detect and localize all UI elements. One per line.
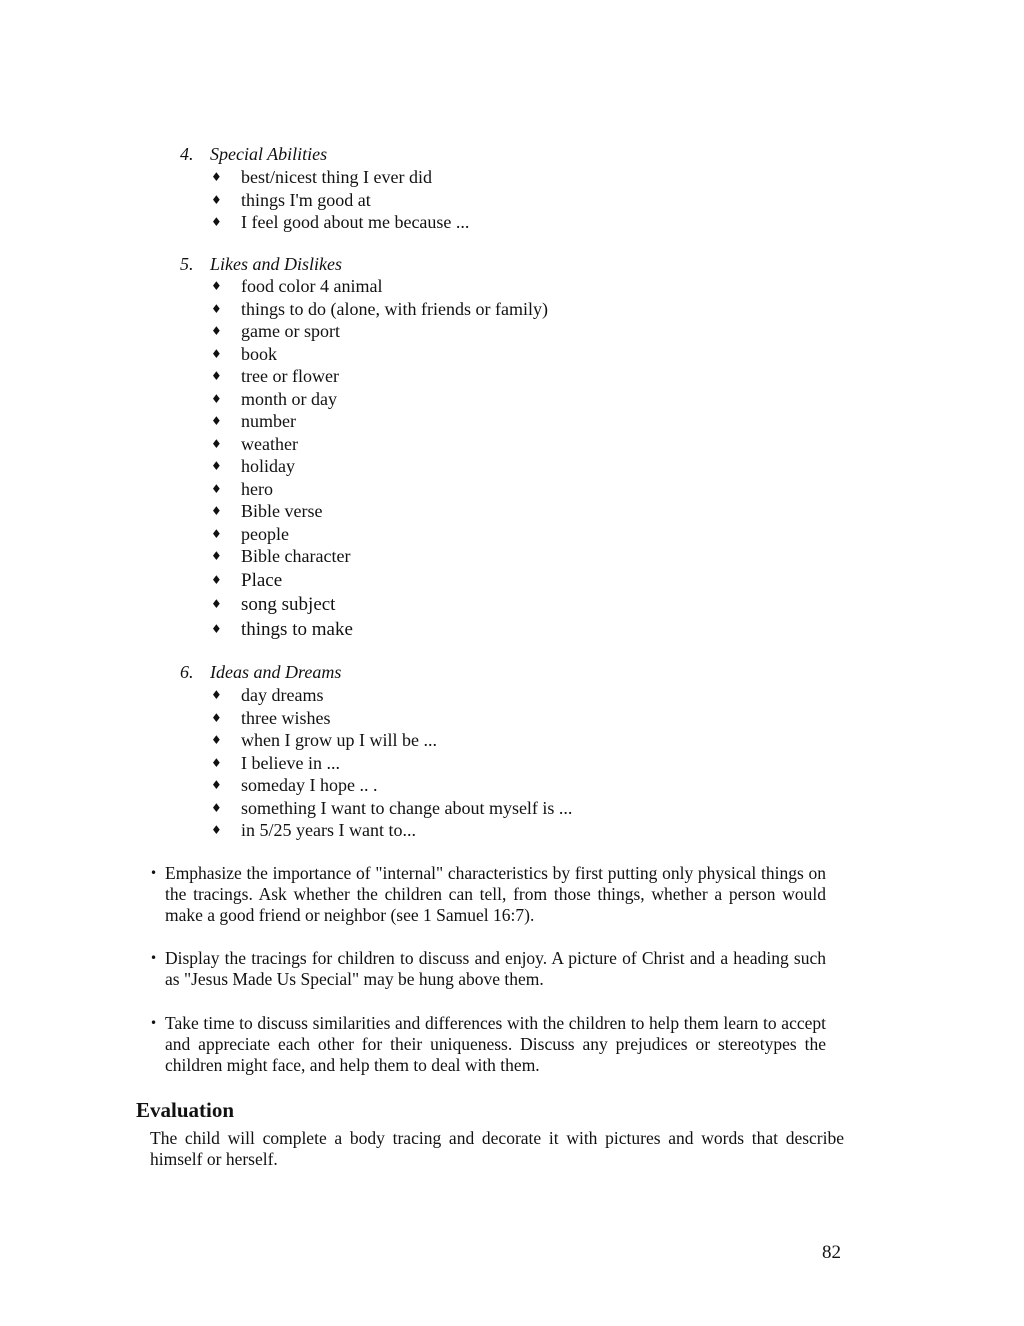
list-item: ♦ number [211,411,296,431]
section-title: Ideas and Dreams [210,662,342,682]
list-item: ♦ weather [211,433,298,454]
diamond-bullet-icon: ♦ [211,324,222,338]
section-heading-special-abilities [180,143,327,165]
diamond-bullet-icon: ♦ [211,733,222,747]
page-number: 82 [822,1242,841,1263]
diamond-bullet-icon: ♦ [211,346,222,361]
round-bullet-icon: • [150,1016,158,1030]
list-item: ♦ song subject [211,594,336,615]
diamond-bullet-icon: ♦ [211,597,222,611]
diamond-bullet-icon: ♦ [211,391,222,406]
diamond-bullet-icon: ♦ [211,549,222,563]
ideas-and-dreams-list [211,684,572,842]
diamond-bullet-icon: ♦ [211,481,222,496]
paragraph-internal-characteristics [150,863,826,926]
section-number: 6. [180,662,194,682]
list-item: ♦ someday I hope .. . [211,775,378,795]
diamond-bullet-icon: ♦ [211,170,222,184]
diamond-bullet-icon: ♦ [211,572,222,587]
round-bullet-icon: • [150,951,158,965]
list-item: ♦ people [211,523,289,544]
paragraph-text: Display the tracings for children to discuss and enjoy. A picture of Christ and a heading such as "Jesus Made Us Special" may be hung above them. [165,948,826,989]
diamond-bullet-icon: ♦ [211,192,222,207]
section-title: Special Abilities [210,144,328,164]
list-item: ♦ things to make [211,618,353,640]
list-item: ♦ I feel good about me because ... [211,212,470,232]
round-bullet-icon: • [150,866,158,880]
diamond-bullet-icon: ♦ [211,823,222,837]
list-item: ♦ when I grow up I will be ... [211,730,437,750]
list-item: ♦ day dreams [211,685,324,705]
diamond-bullet-icon: ♦ [211,526,222,541]
list-item: ♦ best/nicest thing I ever did [211,167,432,187]
diamond-bullet-icon: ♦ [211,621,222,636]
list-item: ♦ I believe in ... [211,752,340,773]
diamond-bullet-icon: ♦ [211,215,222,229]
diamond-bullet-icon: ♦ [211,301,222,316]
list-item: ♦ book [211,343,277,364]
paragraph-text: Take time to discuss similarities and differences with the children to help them learn to accept and appreciate each other for their uniqueness. Discuss any prejudices or stereotypes the children might face, and help them to deal with them. [165,1013,826,1075]
diamond-bullet-icon: ♦ [211,688,222,702]
paragraph-display-tracings [150,948,826,990]
evaluation-body: The child will complete a body tracing and decorate it with pictures and words that describe himself or herself. [150,1128,844,1169]
list-item: ♦ things I'm good at [211,189,371,210]
list-item: ♦ three wishes [211,707,331,728]
paragraph-text: Emphasize the importance of "internal" characteristics by first putting only physical things on the tracings. Ask whether the children can tell, from those things, whether a person would make a good friend or neighbor (see 1 Samuel 16:7). [165,863,826,925]
likes-and-dislikes-list [211,275,548,641]
evaluation-heading: Evaluation [136,1098,235,1122]
diamond-bullet-icon: ♦ [211,800,222,815]
diamond-bullet-icon: ♦ [211,778,222,792]
list-item: ♦ Bible verse [211,501,323,521]
section-heading-ideas-and-dreams [180,661,341,683]
list-item: ♦ something I want to change about myself is ... [211,797,573,818]
list-item: ♦ Place [211,569,283,591]
list-item: ♦ things to do (alone, with friends or family) [211,298,548,319]
section-title: Likes and Dislikes [210,254,342,274]
diamond-bullet-icon: ♦ [211,436,222,451]
list-item: ♦ month or day [211,388,337,409]
list-item: ♦ hero [211,478,273,499]
diamond-bullet-icon: ♦ [211,414,222,428]
list-item: ♦ in 5/25 years I want to... [211,820,416,840]
section-number: 5. [180,254,194,274]
list-item: ♦ Bible character [211,546,351,566]
diamond-bullet-icon: ♦ [211,755,222,770]
list-item: ♦ tree or flower [211,366,339,386]
diamond-bullet-icon: ♦ [211,369,222,383]
section-number: 4. [180,144,194,164]
list-item: ♦ holiday [211,456,295,476]
diamond-bullet-icon: ♦ [211,710,222,725]
list-item: ♦ food color 4 animal [211,276,383,296]
section-heading-likes-and-dislikes [180,253,342,275]
paragraph-similarities-differences [150,1013,826,1076]
special-abilities-list [211,166,469,234]
diamond-bullet-icon: ♦ [211,279,222,293]
list-item: ♦ game or sport [211,321,340,341]
diamond-bullet-icon: ♦ [211,459,222,473]
diamond-bullet-icon: ♦ [211,504,222,518]
